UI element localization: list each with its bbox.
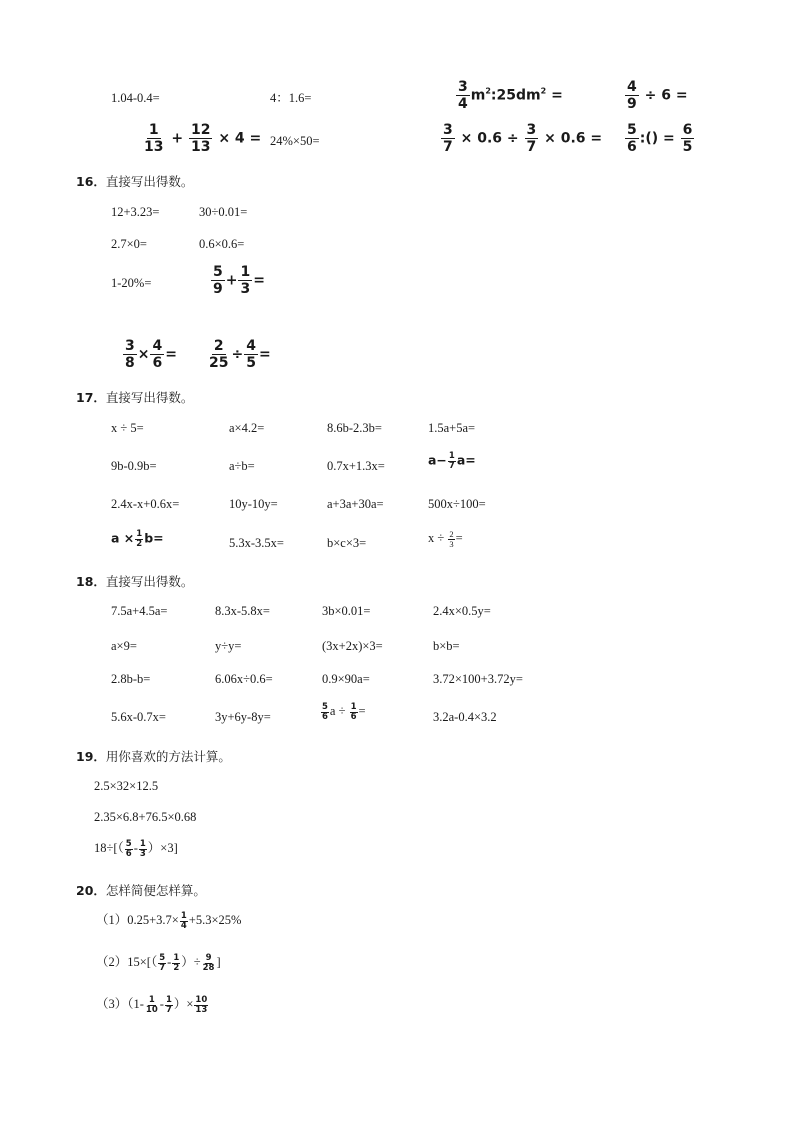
problem-fraction-quotient: $\frac{2}{25}$ ÷ $\frac{4}{5}$ =: [209, 338, 271, 371]
problem-fraction-sum: $\frac{1}{13}$ + $\frac{12}{13}$ × 4 =: [144, 122, 262, 155]
problem-text: 3.2a-0.4×3.2: [433, 710, 497, 724]
problem-text: 3y+6y-8y=: [215, 710, 271, 724]
problem-text: 12+3.23=: [111, 205, 160, 219]
problem-fraction: （3）（1- $\frac{1}{10}$ - $\frac{1}{7}$ ）× $\frac{10}{13}$: [96, 995, 208, 1015]
fraction: $\frac{4}{6}$: [152, 338, 163, 371]
problem-fraction: x ÷ $\frac{2}{3}$ =: [428, 529, 463, 549]
fraction: $\frac{5}{7}$: [159, 953, 166, 973]
problem-fraction-product: $\frac{3}{8}$ × $\frac{4}{6}$ =: [125, 338, 177, 371]
problem-text: 30÷0.01=: [199, 205, 248, 219]
problem-text: a×9=: [111, 639, 137, 653]
fraction: $\frac{6}{5}$: [682, 122, 693, 155]
problem-text: b×c×3=: [327, 536, 367, 550]
problem-text: 1.04-0.4=: [111, 91, 160, 105]
fraction: $\frac{5}{9}$: [213, 264, 223, 297]
fraction: $\frac{10}{13}$: [195, 995, 208, 1015]
problem-text: 7.5a+4.5a=: [111, 604, 168, 618]
problem-text: 3.72×100+3.72y=: [433, 672, 523, 686]
fraction: $\frac{1}{2}$: [136, 529, 143, 549]
problem-text: 0.7x+1.3x=: [327, 459, 385, 473]
problem-text: 2.8b-b=: [111, 672, 151, 686]
fraction: $\frac{2}{3}$: [449, 529, 454, 549]
question-heading: 19．用你喜欢的方法计算。: [76, 749, 231, 764]
problem-fraction: 18÷[（ $\frac{5}{6}$ - $\frac{1}{3}$ ）×3]: [94, 839, 178, 859]
problem-fraction: a− $\frac{1}{7}$ a=: [428, 451, 476, 471]
problem-text: 9b-0.9b=: [111, 459, 157, 473]
problem-text: 5.6x-0.7x=: [111, 710, 166, 724]
problem-text: 8.3x-5.8x=: [215, 604, 270, 618]
problem-text: 3b×0.01=: [322, 604, 371, 618]
problem-text: 6.06x÷0.6=: [215, 672, 273, 686]
problem-text: 2.4x×0.5y=: [433, 604, 491, 618]
problem-text: 0.9×90a=: [322, 672, 370, 686]
fraction: $\frac{1}{10}$: [145, 995, 158, 1015]
problem-text: 2.35×6.8+76.5×0.68: [94, 810, 197, 824]
fraction: $\frac{5}{6}$: [125, 839, 132, 859]
problem-fraction-sum: $\frac{5}{9}$ + $\frac{1}{3}$ =: [213, 264, 265, 297]
problem-text: 8.6b-2.3b=: [327, 421, 382, 435]
problem-text: (3x+2x)×3=: [322, 639, 383, 653]
problem-text: 2.5×32×12.5: [94, 779, 159, 793]
fraction: $\frac{3}{7}$: [526, 122, 537, 155]
problem-text: 4：1.6=: [270, 91, 312, 105]
fraction: $\frac{3}{7}$: [443, 122, 453, 155]
fraction: $\frac{1}{6}$: [350, 702, 357, 722]
fraction: $\frac{1}{2}$: [173, 953, 180, 973]
problem-text: 10y-10y=: [229, 497, 278, 511]
fraction: $\frac{12}{13}$: [190, 122, 211, 155]
problem-fraction-divide: $\frac{4}{9}$ ÷ 6 =: [627, 79, 688, 112]
fraction: $\frac{1}{13}$: [144, 122, 164, 155]
problem-fraction-mixed: $\frac{3}{7}$ × 0.6 ÷ $\frac{3}{7}$ × 0.6 =: [443, 122, 603, 155]
fraction: $\frac{9}{28}$: [202, 953, 215, 973]
problem-text: 1-20%=: [111, 276, 152, 290]
fraction: $\frac{5}{6}$: [322, 702, 328, 722]
problem-text: 0.6×0.6=: [199, 237, 245, 251]
problem-text: 24%×50=: [270, 134, 320, 148]
question-heading: 17．直接写出得数。: [76, 390, 194, 405]
problem-fraction: （2）15×[（ $\frac{5}{7}$ - $\frac{1}{2}$ ）÷ $\frac{9}{28}$ ]: [96, 953, 221, 973]
problem-text: 2.4x-x+0.6x=: [111, 497, 180, 511]
problem-text: a÷b=: [229, 459, 255, 473]
problem-text: b×b=: [433, 639, 460, 653]
fraction: $\frac{4}{5}$: [246, 338, 256, 371]
fraction: $\frac{2}{25}$: [209, 338, 229, 371]
problem-text: 500x÷100=: [428, 497, 486, 511]
fraction: $\frac{1}{3}$: [139, 839, 146, 859]
question-heading: 18．直接写出得数。: [76, 574, 194, 589]
problem-text: 1.5a+5a=: [428, 421, 476, 435]
problem-fraction-ratio: $\frac{5}{6}$ :() = $\frac{6}{5}$: [627, 122, 693, 155]
fraction: $\frac{4}{9}$: [627, 79, 637, 112]
fraction: $\frac{1}{7}$: [448, 451, 455, 471]
problem-fraction: a × $\frac{1}{2}$ b=: [111, 529, 164, 549]
question-heading: 20．怎样简便怎样算。: [76, 883, 206, 898]
problem-text: x ÷ 5=: [111, 421, 144, 435]
fraction: $\frac{1}{7}$: [165, 995, 172, 1015]
problem-fraction: （1）0.25+3.7× $\frac{1}{4}$ +5.3×25%: [96, 911, 242, 931]
problem-text: a+3a+30a=: [327, 497, 384, 511]
problem-text: 5.3x-3.5x=: [229, 536, 284, 550]
fraction: $\frac{1}{4}$: [180, 911, 187, 931]
fraction: $\frac{3}{4}$: [458, 79, 468, 112]
fraction: $\frac{1}{3}$: [240, 264, 251, 297]
problem-text: y÷y=: [215, 639, 242, 653]
problem-text: a×4.2=: [229, 421, 265, 435]
problem-fraction: $\frac{5}{6}$ a ÷ $\frac{1}{6}$ =: [322, 702, 366, 722]
fraction: $\frac{5}{6}$: [627, 122, 637, 155]
problem-text: 2.7×0=: [111, 237, 147, 251]
question-heading: 16．直接写出得数。: [76, 174, 194, 189]
fraction: $\frac{3}{8}$: [125, 338, 135, 371]
problem-fraction-area: $\frac{3}{4}$ $m^2:25dm^2$ =: [458, 79, 563, 112]
